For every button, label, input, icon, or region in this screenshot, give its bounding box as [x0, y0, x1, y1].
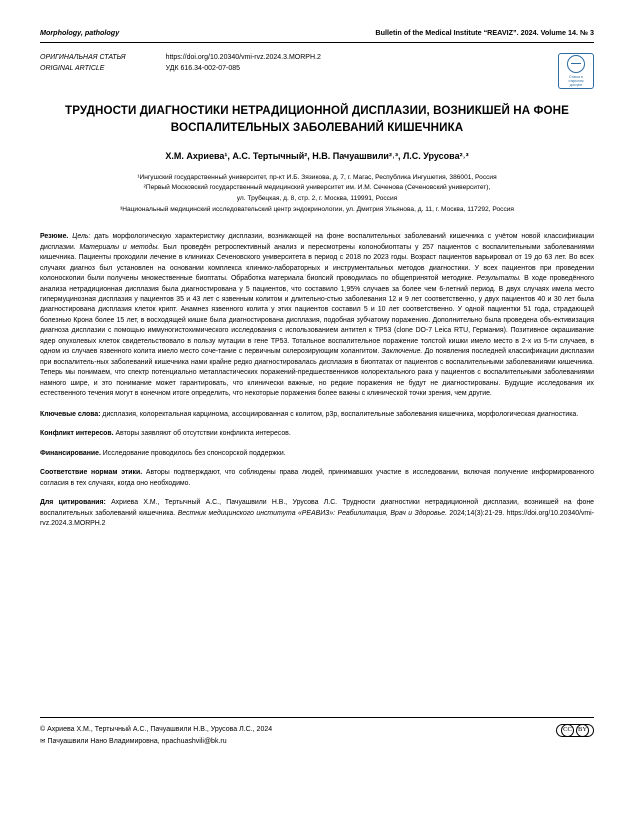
- doi-link[interactable]: https://doi.org/10.20340/vmi-rvz.2024.3.MORPH.2: [165, 54, 321, 61]
- badge-line1: Статья в: [569, 74, 583, 79]
- abstract-methods-label: Материалы и методы.: [79, 243, 160, 251]
- funding-block: [40, 449, 594, 459]
- ethics-block: [40, 468, 594, 489]
- citation-journal: Вестник медицинского института «РЕАВИЗ»: Реабилитация, Врач и Здоровье.: [177, 509, 447, 517]
- abstract-results-label: Результаты.: [476, 275, 521, 283]
- citation-label: Для цитирования:: [40, 499, 106, 507]
- abstract-label: Резюме.: [40, 233, 69, 241]
- abstract-methods-text: Был проведён ретроспективный анализ и пересмотрены колонобиоптаты у 257 пациентов с воспалительными заболеваниями кишечника. Пациенты проходили лечение в клиниках Сеченовского университета в период с 2018 по 2023 годы. Возраст пациентов варьировал от 19 до 63 лет. Во всех случаях диагноз был установлен на основании комплекса клинико-лабораторных и инструментальных методов диагностики. У всех пациентов при проведении колоноскопии были получены множественные биоптаты. Обработка материала биопсий проводилась по общепринятой методике.: [40, 243, 594, 283]
- ethics-label: Соответствие нормам этики.: [40, 469, 143, 477]
- affiliation-2-line2: ул. Трубецкая, д. 8, стр. 2, г. Москва, 119991, Россия: [236, 195, 398, 203]
- abstract-aim-text: дать морфологическую характеристику дисплазии, возникающей на фоне воспалительных заболеваний кишечника с учётом новой классификации дисплазии.: [40, 233, 594, 251]
- keywords-label: Ключевые слова:: [40, 410, 101, 418]
- funding-label: Финансирование.: [40, 449, 101, 457]
- article-type-en: ORIGINAL ARTICLE: [40, 64, 105, 72]
- abstract-conclusion-text: До появления последней классификации дисплазии при воспалитель-ных заболеваний кишечника нами крайне редко диагностировалась дисплазия в биоптатах от пациентов с воспалительными заболеваниями кишечника. Теперь мы понимаем, что спектр потенциально метапластических поражений-предшественников колоректального рака у пациентов с воспалительными заболеваниями намного шире, и это понимание может гарантировать, что клинически важные, но редкие поражения не будут не диагностированы. Будущие исследования их естественного течения могут в конечном итоге определить, что некоторые поражения более важны с клинической точки зрения, чем другие.: [40, 348, 594, 398]
- copyright-line: © Ахриева Х.М., Тертычный А.С., Пачуашвили Н.В., Урусова Л.С., 2024: [40, 726, 273, 734]
- affiliation-2: ²Первый Московский государственный медицинский университет им. И.М. Сеченова (Сеченовский университет),: [143, 184, 491, 192]
- citation-block: [40, 498, 594, 529]
- citation-rest[interactable]: 2024;14(3):21-29. https://doi.org/10.20340/vmi-rvz.2024.3.MORPH.2: [40, 509, 594, 528]
- keywords-block: [40, 410, 594, 420]
- affiliations: [40, 173, 594, 217]
- cc-by-icon: BY: [576, 724, 589, 737]
- header-divider: [40, 42, 594, 43]
- running-head-right: Bulletin of the Medical Institute “REAVIZ”. 2024. Volume 14. № 3: [375, 28, 594, 37]
- open-access-badge: [558, 53, 594, 89]
- citation-text: Ахриева Х.М., Тертычный А.С., Пачуашвили Н.В., Урусова Л.С. Трудности диагностики нетрадиционной дисплазии, возникшей на фоне воспалительных заболеваний кишечника.: [40, 499, 594, 517]
- udk-code: УДК 616.34-002-07-085: [165, 64, 241, 72]
- abstract-results-text: В ходе проведённого анализа нетрадиционная дисплазия была диагностирована у 5 пациентов, что составило 1,95% случаев за более чем 6-летний период. В двух случаях имела место гипермуцинозная дисплазия у пациентов 35 и 43 лет с язвенным колитом и длительно-стью заболевания 12 и 9 лет соответственно, у двух пациентов 40 и 30 лет была диагностирована дисплазия клеток крипт. Анамнез язвенного колита у этих пациентов составил 5 и 10 лет соответственно. У одной пациентки 51 года, страдающей болезнью Крона более 15 лет, в восходящей кишке была диагностирована дисплазия, подобная зубчатому поражению. Дополнительно была проведена объ-ективизация диагноза дисплазии с помощью иммуногистохимического исследования с использованием антител к ТР53 (clone DO-7 Leica RTU, Германия). Позитивное окрашивание ядер опухолевых клеток свидетельствовало в пользу мутации в гене ТР53. Тотальное воспалительное поражение толстой кишки имело место в 2-х из 5-ти случаев, в одном из случаев язвенного колита имело место соче-тание с первичным склерозирующим холангитом.: [40, 275, 594, 356]
- keywords-text: дисплазия, колоректальная карцинома, ассоциированная с колитом, р3р, воспалительные заболевания кишечника, морфологическая диагностика.: [100, 410, 579, 418]
- running-head-left: Morphology, pathology: [40, 28, 120, 37]
- abstract: [40, 232, 594, 400]
- creative-commons-badge[interactable]: [556, 724, 594, 737]
- conflict-label: Конфликт интересов.: [40, 430, 114, 438]
- ethics-text: Авторы подтверждают, что соблюдены права людей, принимавших участие в исследовании, включая получение информированного согласия в тех случаях, когда оно необходимо.: [40, 469, 594, 487]
- abstract-conclusion-label: Заключение.: [381, 348, 423, 356]
- mail-icon: ✉: [40, 738, 46, 746]
- author-list: Х.М. Ахриева¹, А.С. Тертычный², Н.В. Пачуашвили²˒³, Л.С. Урусова²˒³: [165, 150, 469, 161]
- footer-divider: [40, 717, 594, 718]
- page-footer: [40, 717, 594, 748]
- open-access-icon: [567, 55, 585, 73]
- affiliation-3: ³Национальный медицинский исследовательский центр эндокринологии, ул. Дмитрия Ульянова, д. 11, г. Москва, 117292, Россия: [120, 206, 514, 214]
- identifier-row: [40, 53, 594, 89]
- article-type: [40, 53, 126, 74]
- article-type-ru: ОРИГИНАЛЬНАЯ СТАТЬЯ: [40, 54, 126, 61]
- running-head: [40, 28, 594, 42]
- badge-line3: доступе: [569, 83, 583, 88]
- affiliation-1: ¹Ингушский государственный университет, пр-кт И.Б. Зязикова, д. 7, г. Магас, Республика Ингушетия, 386001, Россия: [137, 173, 497, 181]
- doi-block: [166, 53, 558, 74]
- cc-icon: CC: [561, 724, 574, 737]
- footer-text: [40, 724, 272, 748]
- contact-line: [40, 736, 272, 748]
- conflict-text: Авторы заявляют об отсутствии конфликта интересов.: [113, 430, 291, 438]
- funding-text: Исследование проводилось без спонсорской поддержки.: [100, 449, 286, 457]
- badge-line2: открытом: [568, 78, 584, 83]
- abstract-aim-label: Цель:: [72, 233, 91, 241]
- contact-text[interactable]: Пачуашвили Нано Владимировна, npachuashvili@bk.ru: [47, 738, 227, 746]
- conflict-block: [40, 429, 594, 439]
- page-title: ТРУДНОСТИ ДИАГНОСТИКИ НЕТРАДИЦИОННОЙ ДИСПЛАЗИИ, ВОЗНИКШЕЙ НА ФОНЕ ВОСПАЛИТЕЛЬНЫХ ЗАБОЛЕВАНИЙ КИШЕЧНИКА: [65, 104, 569, 134]
